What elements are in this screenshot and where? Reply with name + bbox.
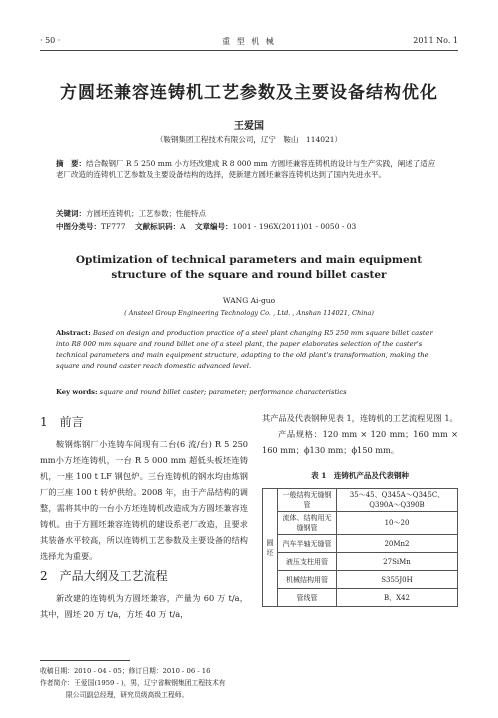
english-affiliation: ( Ansteel Group Engineering Technology Co. , Ltd. , Anshan 114021, China) [124, 309, 374, 317]
section-1-paragraph: 鞍钢炼钢厂小连铸车间现有二台(6 流/台) R 5 250 mm小方坯连铸机，一台 R 5 000 mm 超低头板坯连铸机，一座 100 t LF 钢包炉。三台连铸机的钢水均由炼钢厂的三座 100 t 转炉供给。2008 年，由于产品结构的调整，需将其中的一台小方坯连铸机改造成为方圆坯兼容连铸机。由于方圆坯兼容连铸机的建设系老厂改造，且要求其装备水平较高，所以连铸机工艺参数及主要设备的结构选择尤为重要。 [40, 439, 248, 561]
footnote-author-2: 限公司副总经理，研究员级高级工程师。 [66, 691, 189, 699]
english-abstract-text: Based on design and production practice of a steel plant changing R5 250 mm square billet caster into R8 000 mm square and round billet one of a steel plant, the paper elaborates selection of the caster's technical parameters and main equipment structure, adapting to the old plant's transformation, making the square and round caster reach domestic advanced level. [56, 329, 433, 370]
left-column [40, 410, 248, 622]
product-table [262, 488, 458, 607]
table-cell-product: 一般结构无缝钢管 [278, 489, 337, 512]
footnote-rule [40, 660, 130, 661]
right-paragraph-2: 产品规格：120 mm × 120 mm；160 mm × 160 mm；ϕ130 mm；ϕ150 mm。 [262, 429, 458, 455]
table-row [263, 489, 458, 512]
clc-value: TF777 [101, 222, 126, 231]
english-title [0, 253, 498, 283]
right-column [262, 410, 458, 607]
affiliation: （鞍钢集团工程技术有限公司，辽宁 鞍山 114021） [155, 135, 343, 144]
table-row [263, 512, 458, 535]
article-number-value: 1001 - 196X(2011)01 - 0050 - 03 [232, 222, 357, 231]
keywords-cn-label: 关键词： [56, 209, 86, 218]
abstract-cn-text: 结合鞍钢厂 R 5 250 mm 小方坯改建成 R 8 000 mm 方圆坯兼容连铸机的设计与生产实践，阐述了适应老厂改造的连铸机工艺参数及主要设备结构的选择，使新建方圆坯兼容连铸机达到了国内先进水平。 [56, 159, 436, 179]
table-caption: 表 1 连铸机产品及代表钢种 [311, 471, 409, 480]
table-row [263, 589, 458, 607]
author-name: 王爱国 [234, 121, 264, 132]
table-row [263, 535, 458, 553]
table-cell-product: 管线管 [278, 589, 337, 607]
english-keywords-text: square and round billet caster; parameter; performance characteristics [99, 388, 347, 396]
english-title-line2: structure of the square and round billet caster [111, 269, 387, 281]
footnote-received: 收稿日期：2010 - 04 - 05；修订日期：2010 - 06 - 16 [40, 667, 211, 675]
abstract-cn [56, 158, 442, 180]
header-rule [40, 50, 458, 51]
article-number-label: 文章编号： [195, 222, 233, 231]
section-1-heading: 1 前言 [40, 415, 84, 429]
doc-code-label: 文献标识码： [135, 222, 181, 231]
section-2-paragraph: 新改建的连铸机为方圆坯兼容，产量为 60 万 t/a，其中，圆坯 20 万 t/a，方坯 40 万 t/a， [40, 593, 248, 619]
table-cell-grade: 27SiMn [336, 553, 457, 571]
section-2-heading: 2 产品大纲及工艺流程 [40, 569, 168, 583]
keywords-cn-text: 方圆坯连铸机；工艺参数；性能特点 [86, 209, 206, 218]
english-title-line1: Optimization of technical parameters and main equipment [75, 254, 423, 266]
table-cell-product: 流体、结构用无缝钢管 [278, 512, 337, 535]
classification-line [56, 221, 442, 232]
article-title: 方圆坯兼容连铸机工艺参数及主要设备结构优化 [60, 83, 438, 103]
doc-code-value: A [180, 222, 186, 231]
table-side-label: 圆坯 [263, 489, 278, 607]
table-row [263, 553, 458, 571]
table-cell-grade: 20Mn2 [336, 535, 457, 553]
english-abstract-label: Abstract: [56, 329, 91, 337]
footnote-author-1: 作者简介：王爱国(1959 - )，男，辽宁省鞍钢集团工程技术有 [40, 679, 226, 687]
english-abstract [56, 328, 442, 372]
table-cell-grade: S355J0H [336, 571, 457, 589]
table-cell-product: 机械结构用管 [278, 571, 337, 589]
table-cell-grade: 35～45、Q345A～Q345C、Q390A～Q390B [336, 489, 457, 512]
right-paragraph-1: 其产品及代表钢种见表 1，连铸机的工艺流程见图 1。 [262, 413, 458, 423]
table-cell-grade: B、X42 [336, 589, 457, 607]
english-keywords-label: Key words: [56, 388, 98, 396]
abstract-cn-label: 摘 要： [56, 159, 86, 168]
issue-number: 2011 No. 1 [413, 36, 458, 45]
english-author: WANG Ai-guo [222, 296, 276, 305]
clc-label: 中图分类号： [56, 222, 101, 231]
english-keywords [56, 387, 442, 398]
table-cell-product: 液压支柱用管 [278, 553, 337, 571]
table-cell-product: 汽车半轴无缝管 [278, 535, 337, 553]
keywords-cn [56, 208, 442, 219]
table-cell-grade: 10～20 [336, 512, 457, 535]
page-number: · 50 · [40, 36, 61, 45]
table-row [263, 571, 458, 589]
journal-name: 重 型 机 械 [222, 37, 276, 46]
